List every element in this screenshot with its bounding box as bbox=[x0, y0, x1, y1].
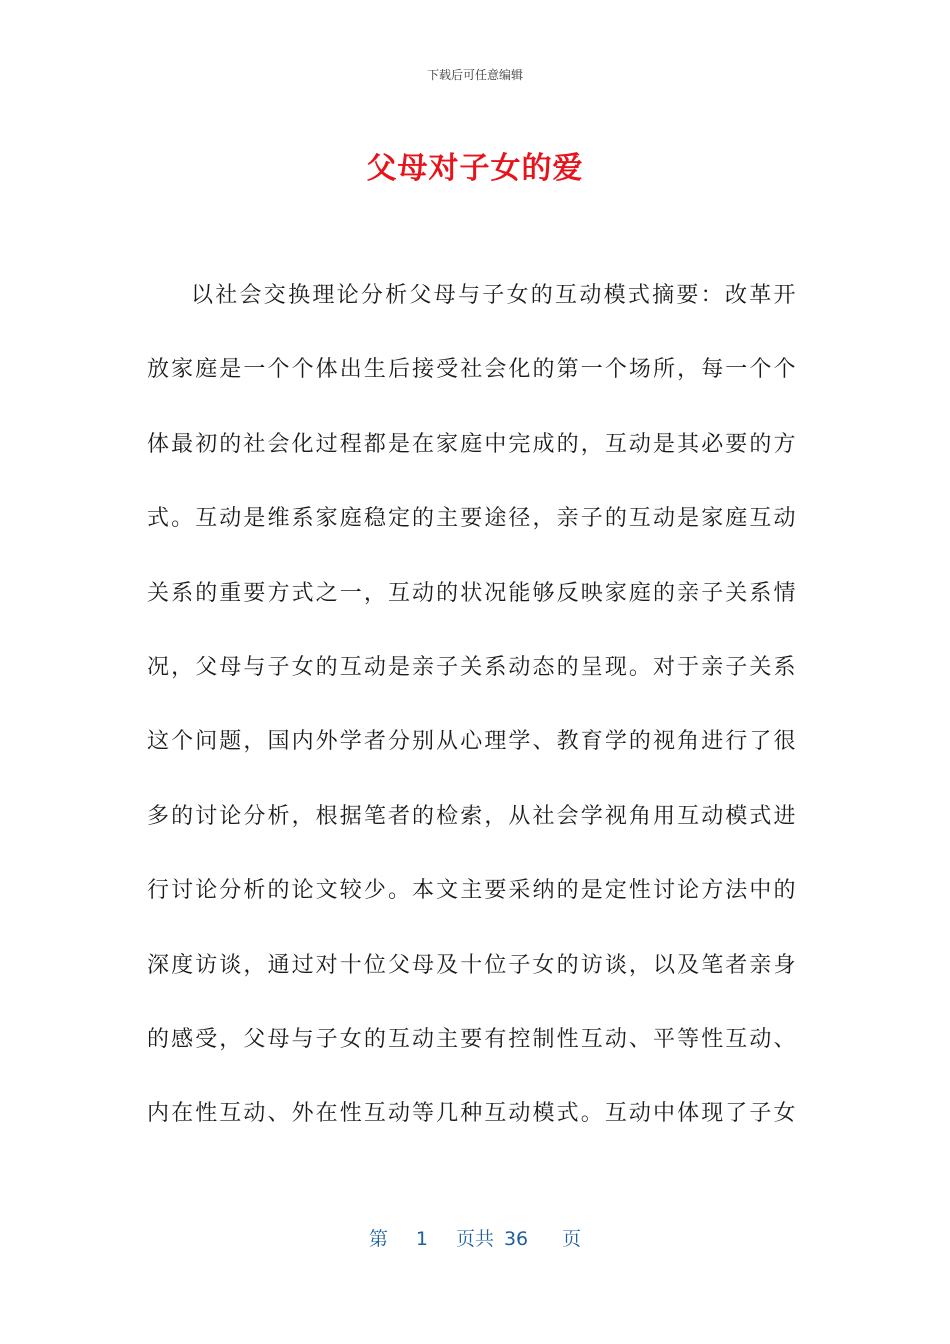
current-page-number: 1 bbox=[415, 1228, 428, 1250]
total-pages-number: 36 bbox=[503, 1228, 529, 1250]
body-line: 以社会交换理论分析父母与子女的互动模式摘要：改革开 bbox=[191, 283, 797, 308]
document-title: 父母对子女的爱 bbox=[366, 151, 584, 186]
body-line: 式。互动是维系家庭稳定的主要途径，亲子的互动是家庭互动 bbox=[147, 506, 797, 532]
body-line: 深度访谈，通过对十位父母及十位子女的访谈，以及笔者亲身 bbox=[147, 952, 797, 978]
body-line: 这个问题，国内外学者分别从心理学、教育学的视角进行了很 bbox=[147, 729, 797, 755]
header-note: 下载后可任意编辑 bbox=[426, 68, 523, 82]
body-line: 放家庭是一个个体出生后接受社会化的第一个场所，每一个个 bbox=[147, 357, 797, 383]
page-footer bbox=[0, 1224, 950, 1251]
body-line: 内在性互动、外在性互动等几种互动模式。互动中体现了子女 bbox=[147, 1101, 797, 1127]
body-line: 关系的重要方式之一，互动的状况能够反映家庭的亲子关系情 bbox=[147, 580, 797, 606]
footer-suffix: 页 bbox=[562, 1228, 582, 1250]
body-line: 体最初的社会化过程都是在家庭中完成的，互动是其必要的方 bbox=[147, 431, 797, 457]
body-line: 况，父母与子女的互动是亲子关系动态的呈现。对于亲子关系 bbox=[147, 654, 797, 680]
body-line: 的感受，父母与子女的互动主要有控制性互动、平等性互动、 bbox=[147, 1026, 797, 1052]
footer-middle: 页共 bbox=[455, 1228, 494, 1250]
body-line: 行讨论分析的论文较少。本文主要采纳的是定性讨论方法中的 bbox=[147, 878, 797, 904]
footer-prefix: 第 bbox=[368, 1228, 388, 1250]
document-body bbox=[147, 276, 797, 1169]
body-line: 多的讨论分析，根据笔者的检索，从社会学视角用互动模式进 bbox=[147, 803, 797, 829]
